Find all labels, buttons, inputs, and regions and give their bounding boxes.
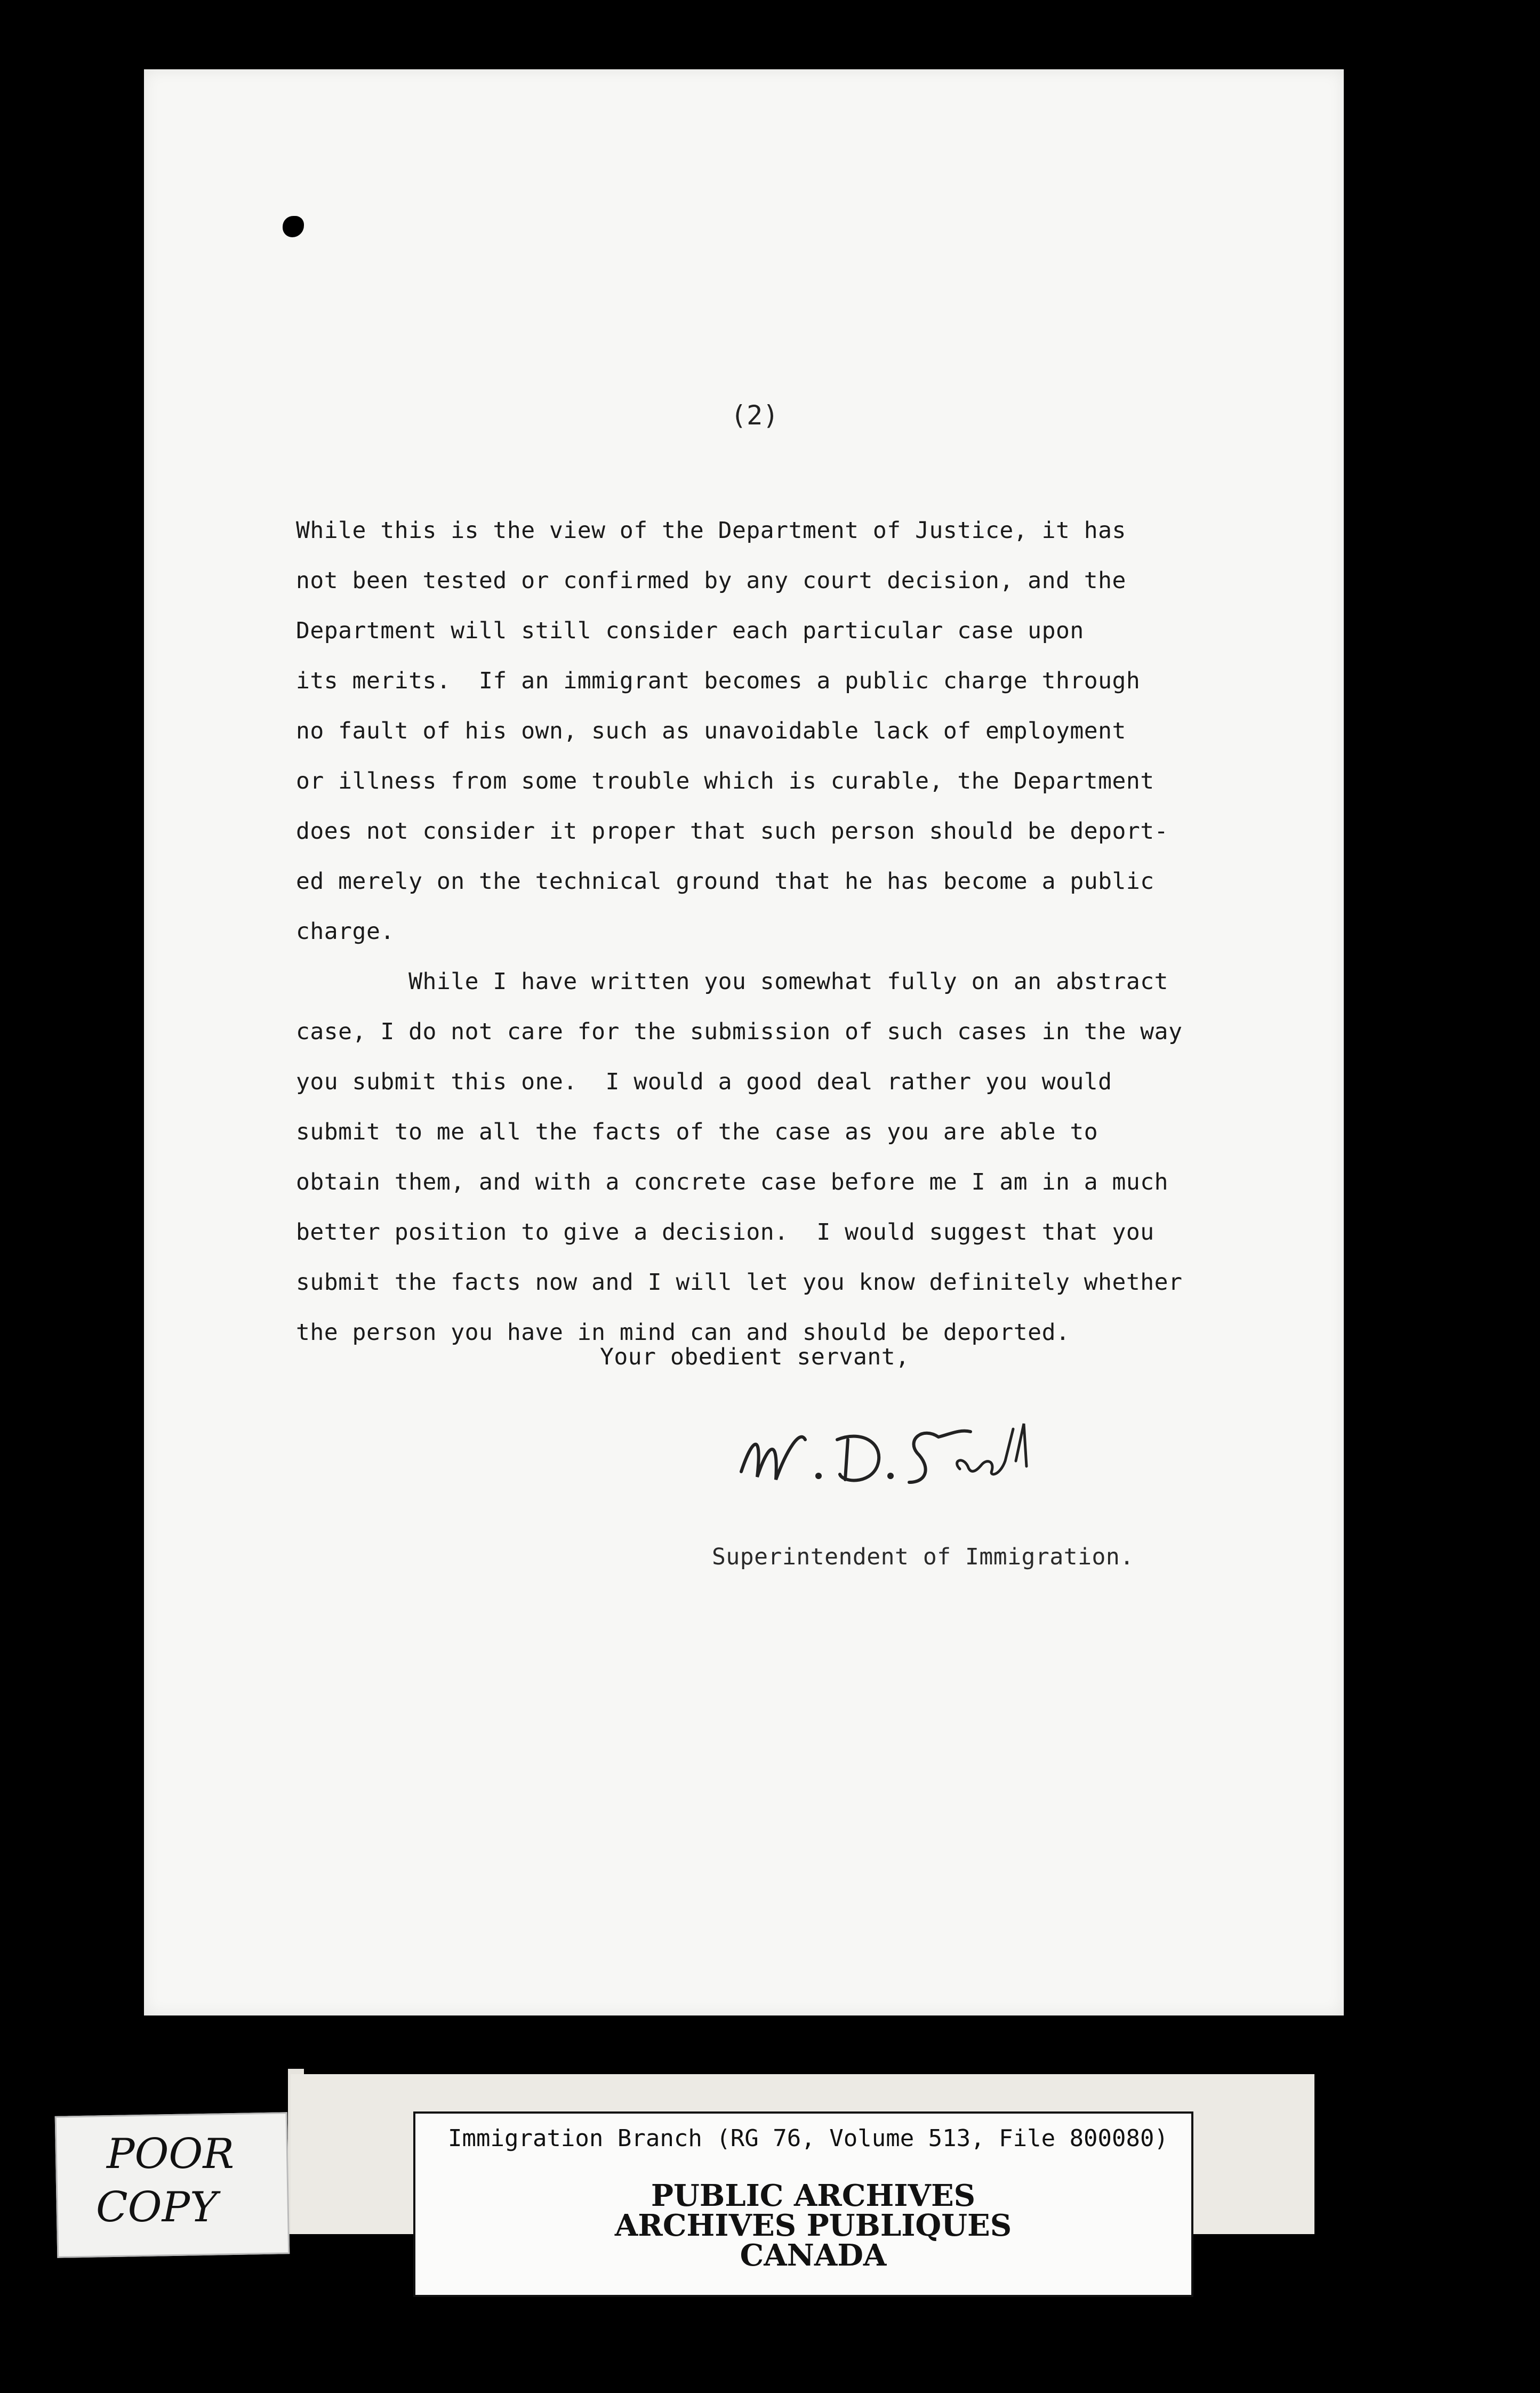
archive-institution: [587, 2178, 1040, 2273]
body-line: you submit this one. I would a good deal rather you would: [296, 1069, 1112, 1095]
closing-salutation: Your obedient servant,: [600, 1344, 910, 1370]
body-line: While this is the view of the Department of Justice, it has: [296, 517, 1126, 544]
body-line: obtain them, and with a concrete case before me I am in a much: [296, 1169, 1169, 1195]
note-line: POOR: [107, 2130, 235, 2178]
body-line: While I have written you somewhat fully on an abstract: [296, 968, 1169, 995]
signature-title: Superintendent of Immigration.: [712, 1544, 1134, 1570]
letter-body: [296, 505, 1309, 1358]
archive-reference: Immigration Branch (RG 76, Volume 513, File 800080): [448, 2125, 1169, 2152]
institution-line: ARCHIVES PUBLIQUES: [614, 2208, 1012, 2243]
institution-line: PUBLIC ARCHIVES: [651, 2178, 976, 2213]
body-line: the person you have in mind can and should be deported.: [296, 1319, 1070, 1346]
body-line: better position to give a decision. I would suggest that you: [296, 1219, 1154, 1246]
body-line: no fault of his own, such as unavoidable lack of employment: [296, 718, 1126, 744]
note-line: COPY: [96, 2183, 218, 2231]
body-line: or illness from some trouble which is curable, the Department: [296, 768, 1154, 794]
body-line: case, I do not care for the submission of such cases in the way: [296, 1018, 1183, 1045]
body-line: its merits. If an immigrant becomes a public charge through: [296, 668, 1141, 694]
handwritten-signature: [725, 1408, 1056, 1498]
body-line: not been tested or confirmed by any court decision, and the: [296, 567, 1126, 594]
body-line: submit to me all the facts of the case as you are able to: [296, 1119, 1098, 1145]
poor-copy-text: [96, 2127, 235, 2234]
body-line: does not consider it proper that such person should be deport-: [296, 818, 1169, 845]
body-line: submit the facts now and I will let you know definitely whether: [296, 1269, 1183, 1296]
body-line: ed merely on the technical ground that he has become a public: [296, 868, 1154, 895]
body-line: Department will still consider each particular case upon: [296, 617, 1084, 644]
body-line: charge.: [296, 918, 395, 945]
institution-line: CANADA: [740, 2238, 887, 2273]
page-number: (2): [731, 400, 779, 431]
